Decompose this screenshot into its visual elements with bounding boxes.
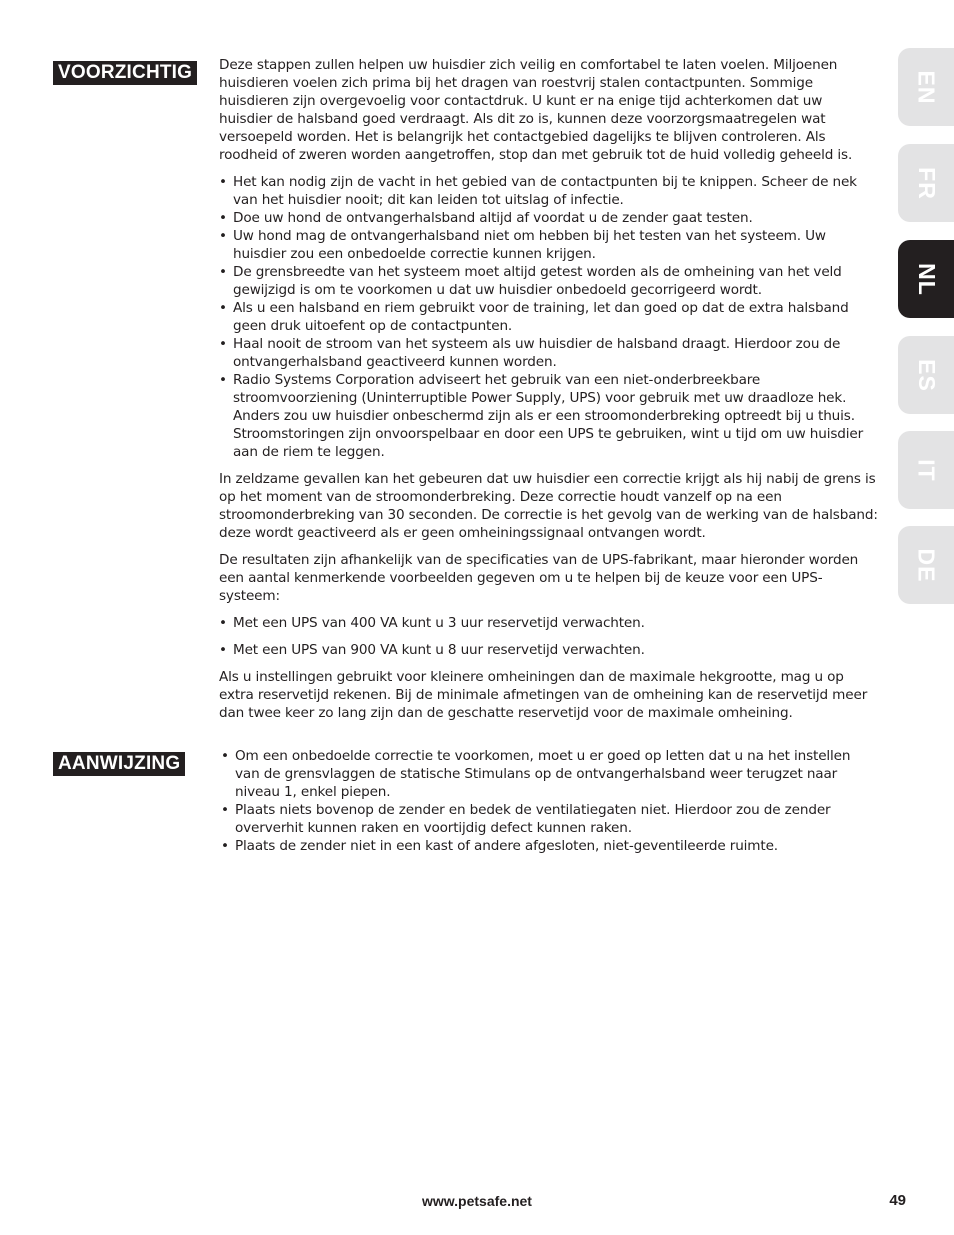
- caution-label: VOORZICHTIG: [53, 61, 197, 85]
- note-label: AANWIJZING: [53, 752, 185, 776]
- ups-example-list: [219, 641, 879, 659]
- bullet-icon: •: [221, 802, 229, 818]
- bullet-icon: •: [219, 372, 227, 388]
- caution-intro: Deze stappen zullen helpen uw huisdier zich veilig en comfortabel te laten voelen. Miljoenen huisdieren voelen zich prima bij het dragen van roestvrij stalen contactpunten. Sommige huisdieren zijn overgevoelig voor contactdruk. U kunt er na enige tijd achterkomen dat uw huisdier de halsband goed verdraagt. Als dit zo is, kunnen deze voorzorgsmaatregelen wat versoepeld worden. Het is belangrijk het contactgebied dagelijks te blijven controleren. Als roodheid of zweren worden aangetroffen, stop dan met gebruik tot de huid volledig geheeld is.: [219, 57, 853, 163]
- page-number: 49: [889, 1192, 906, 1209]
- bullet-icon: •: [219, 228, 227, 244]
- list-item: • Om een onbedoelde correctie te voorkomen, moet u er goed op letten dat u na het instellen van de grensvlaggen de statische Stimulans op de ontvangerhalsband weer terugzet naar niveau 1, enkel piepen.: [221, 748, 851, 800]
- list-item: • Plaats niets bovenop de zender en bedek de ventilatiegaten niet. Hierdoor zou de zender oververhit kunnen raken en voortijdig defect kunnen raken.: [221, 802, 831, 836]
- tab-label: IT: [913, 458, 940, 482]
- caution-section: [219, 56, 879, 731]
- bullet-icon: •: [219, 210, 227, 226]
- note-bullet-list: [221, 747, 871, 855]
- tab-it[interactable]: [898, 431, 954, 509]
- list-item: • Met een UPS van 400 VA kunt u 3 uur reservetijd verwachten.: [219, 615, 645, 631]
- list-item: • Plaats de zender niet in een kast of andere afgesloten, niet-geventileerde ruimte.: [221, 838, 778, 854]
- tab-en[interactable]: [898, 48, 954, 126]
- tab-label: FR: [913, 166, 940, 200]
- bullet-icon: •: [219, 642, 227, 658]
- bullet-icon: •: [221, 838, 229, 854]
- ups-example-list: [219, 614, 879, 632]
- bullet-icon: •: [219, 336, 227, 352]
- tab-es[interactable]: [898, 336, 954, 414]
- list-item: • Uw hond mag de ontvangerhalsband niet om hebben bij het testen van het systeem. Uw huisdier zou een onbedoelde correctie kunnen krijgen.: [219, 228, 826, 262]
- list-item: • Als u een halsband en riem gebruikt voor de training, let dan goed op dat de extra halsband geen druk uitoefent op de contactpunten.: [219, 300, 849, 334]
- tab-label: ES: [913, 358, 940, 392]
- bullet-icon: •: [221, 748, 229, 764]
- tab-label: DE: [913, 548, 940, 582]
- reserve-time-paragraph: Als u instellingen gebruikt voor kleinere omheiningen dan de maximale hekgrootte, mag u op extra reservetijd rekenen. Bij de minimale afmetingen van de omheining kan de reservetijd meer dan twee keer zo lang zijn dan de geschatte reservetijd voor de maximale omheining.: [219, 669, 868, 721]
- tab-label: NL: [913, 262, 940, 296]
- list-item: • Doe uw hond de ontvangerhalsband altijd af voordat u de zender gaat testen.: [219, 210, 753, 226]
- bullet-icon: •: [219, 300, 227, 316]
- list-item: • Haal nooit de stroom van het systeem als uw huisdier de halsband draagt. Hierdoor zou de ontvangerhalsband geactiveerd kunnen worden.: [219, 336, 841, 370]
- list-item: • Met een UPS van 900 VA kunt u 8 uur reservetijd verwachten.: [219, 642, 645, 658]
- bullet-icon: •: [219, 174, 227, 190]
- note-section: [221, 747, 871, 864]
- list-item: • De grensbreedte van het systeem moet altijd getest worden als de omheining van het veld gewijzigd is om te voorkomen u dat uw huisdier onbedoeld gecorrigeerd wordt.: [219, 264, 842, 298]
- tab-de[interactable]: [898, 526, 954, 604]
- list-item: • Radio Systems Corporation adviseert het gebruik van een niet-onderbreekbare stroomvoorziening (Uninterruptible Power Supply, UPS) voor gebruik met uw draadloze hek. Anders zou uw huisdier onbeschermd zijn als er een stroomonderbreking optreedt bij u thuis. Stroomstoringen zijn onvoorspelbaar en door een UPS te gebruiken, wint u tijd om uw huisdier aan de riem te leggen.: [219, 372, 864, 460]
- bullet-icon: •: [219, 615, 227, 631]
- tab-label: EN: [913, 70, 940, 104]
- list-item: • Het kan nodig zijn de vacht in het gebied van de contactpunten bij te knippen. Scheer de nek van het huisdier nooit; dit kan leiden tot uitslag of infectie.: [219, 174, 857, 208]
- tab-nl[interactable]: [898, 240, 954, 318]
- rare-cases-paragraph: In zeldzame gevallen kan het gebeuren dat uw huisdier een correctie krijgt als hij nabij de grens is op het moment van de stroomonderbreking. Deze correctie houdt vanzelf op na een stroomonderbreking van 30 seconden. De correctie is het gevolg van de werking van de halsband: deze wordt geactiveerd als er geen omheiningssignaal ontvangen wordt.: [219, 471, 878, 541]
- footer-url: www.petsafe.net: [422, 1193, 532, 1209]
- caution-bullet-list: [219, 173, 879, 461]
- bullet-icon: •: [219, 264, 227, 280]
- tab-fr[interactable]: [898, 144, 954, 222]
- ups-results-paragraph: De resultaten zijn afhankelijk van de specificaties van de UPS-fabrikant, maar hieronder worden een aantal kenmerkende voorbeelden gegeven om u te helpen bij de keuze voor een UPS-systeem:: [219, 552, 859, 604]
